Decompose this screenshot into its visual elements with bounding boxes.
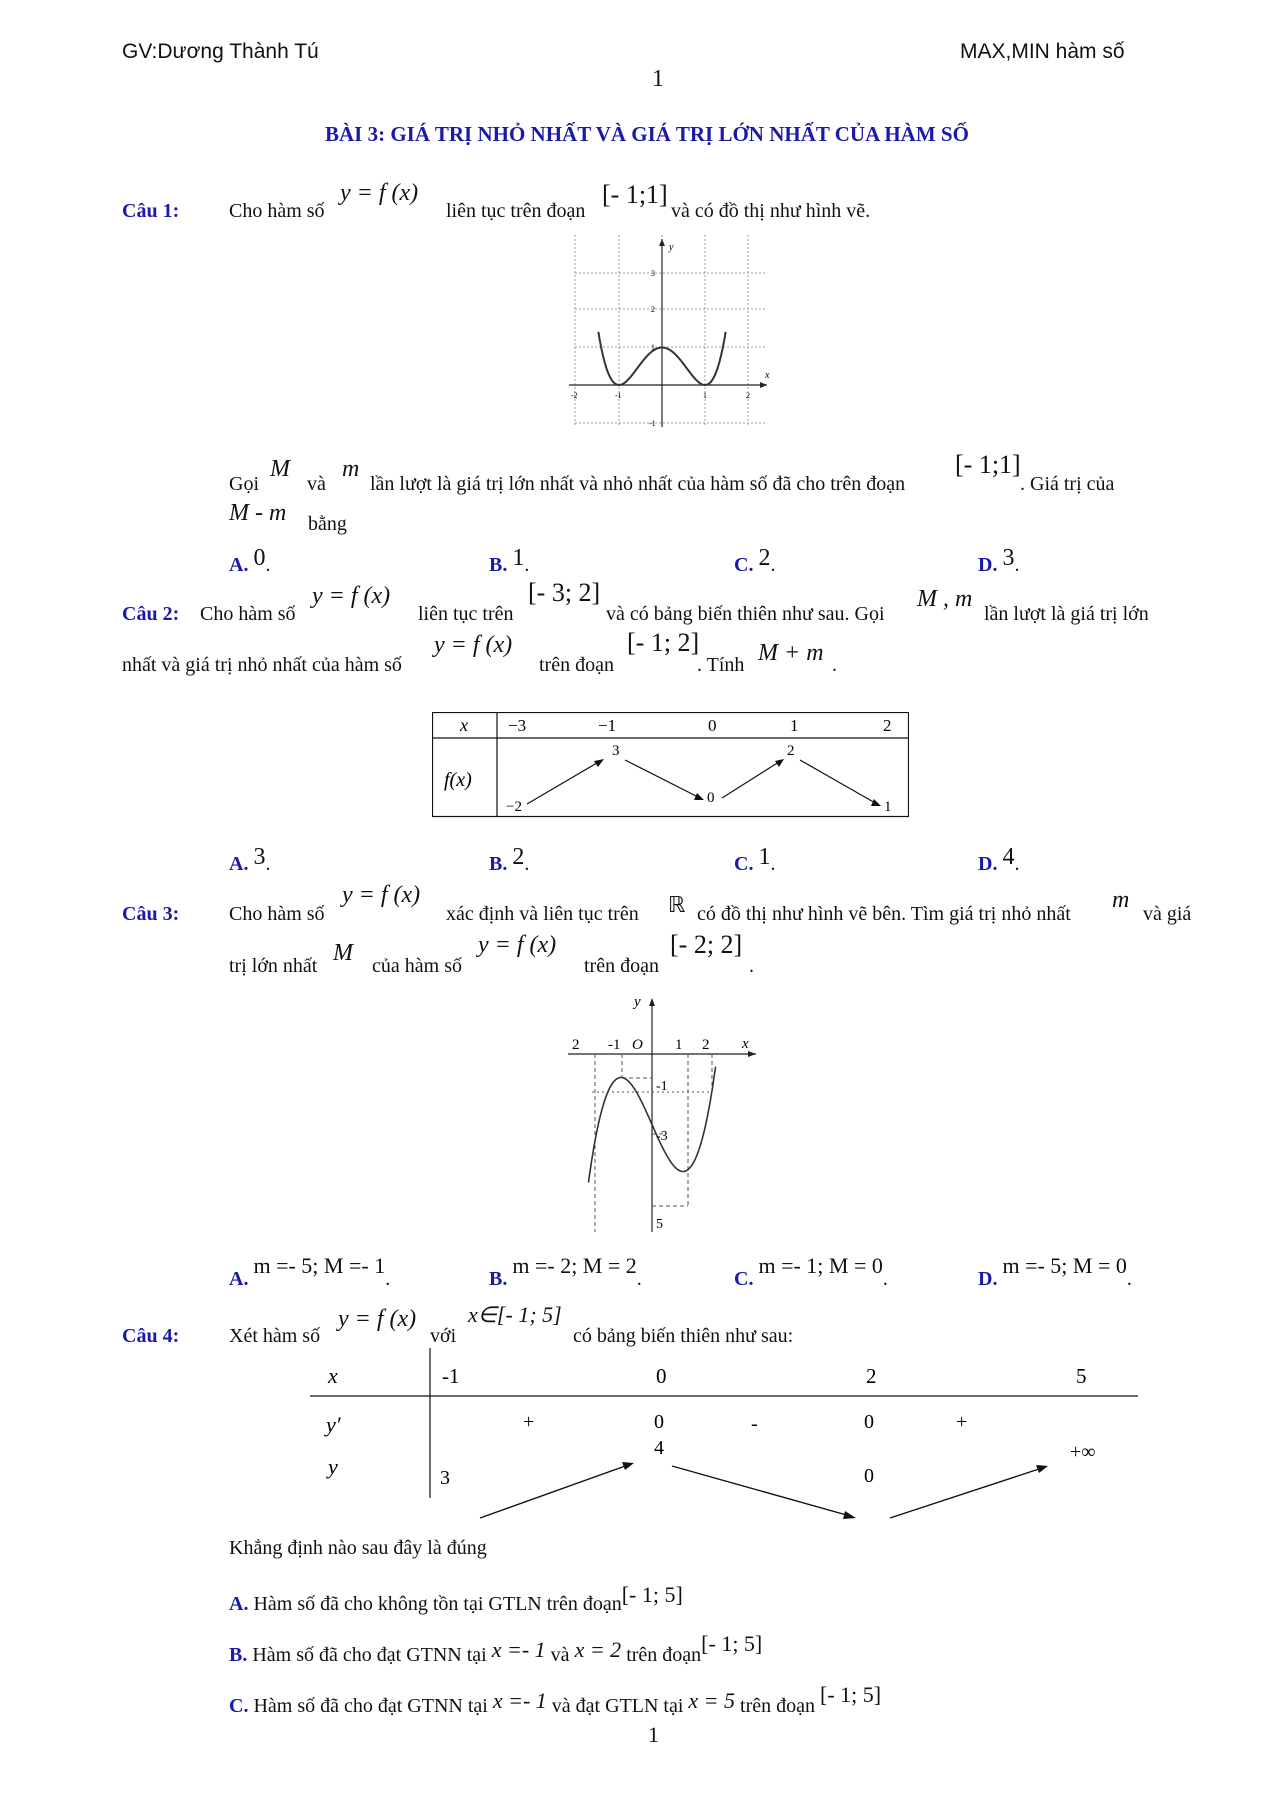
option-a[interactable]: A. Hàm số đã cho không tồn tại GTLN trên đoạn[- 1; 5]	[229, 1582, 683, 1615]
function-expression: y = f (x)	[338, 1306, 417, 1332]
answer-c[interactable]: C. 1.	[734, 844, 776, 875]
x-axis-label: x	[742, 1036, 749, 1052]
y-prime-zero: 0	[654, 1411, 664, 1433]
f-value: 1	[884, 799, 892, 815]
q2-variation-table	[432, 712, 909, 818]
y-value: 4	[654, 1437, 664, 1459]
x-tick-label: 2	[572, 1037, 580, 1053]
f-label: f(x)	[444, 769, 472, 791]
math-expression: M + m	[758, 640, 824, 666]
header-page-number: 1	[652, 66, 664, 92]
x-tick-label: 1	[703, 391, 707, 400]
function-expression: y = f (x)	[342, 882, 421, 908]
y-tick-label: 3	[651, 269, 655, 278]
answer-a[interactable]: A. 0.	[229, 545, 271, 576]
math-symbol: M , m	[917, 586, 973, 612]
answer-c[interactable]: C. 2.	[734, 545, 776, 576]
x-value: 1	[790, 716, 799, 735]
answer-c[interactable]: C. m =- 1; M = 0.	[734, 1253, 888, 1290]
x-value: 0	[708, 716, 717, 735]
y-value: 3	[440, 1467, 450, 1489]
y-prime-zero: 0	[864, 1411, 874, 1433]
x-value: 5	[1076, 1364, 1087, 1388]
text: trên đoạn	[584, 955, 659, 977]
answer-b[interactable]: B. m =- 2; M = 2.	[489, 1253, 642, 1290]
x-value: 2	[866, 1364, 877, 1388]
math-symbol: M	[333, 940, 353, 966]
text: Gọi	[229, 473, 259, 495]
interval: [- 1; 2]	[627, 628, 700, 657]
domain-condition: x∈[- 1; 5]	[468, 1302, 562, 1327]
function-expression: y = f (x)	[478, 932, 557, 958]
x-value: -1	[442, 1364, 460, 1388]
x-axis-label: x	[765, 370, 770, 381]
f-value: 0	[707, 790, 715, 806]
text: . Giá trị của	[1020, 473, 1115, 495]
function-expression: y = f (x)	[312, 583, 391, 609]
x-label: x	[460, 715, 468, 735]
question-prompt: Khẳng định nào sau đây là đúng	[229, 1537, 487, 1559]
answer-b[interactable]: B. 2.	[489, 844, 530, 875]
math-symbol: M	[270, 456, 290, 482]
y-prime-sign: +	[523, 1411, 535, 1433]
origin-label: O	[632, 1037, 643, 1053]
option-c[interactable]: C. Hàm số đã cho đạt GTNN tại x =- 1 và đạt GTLN tại x = 5 trên đoạn [- 1; 5]	[229, 1682, 882, 1717]
text: lần lượt là giá trị lớn nhất và nhỏ nhất của hàm số đã cho trên đoạn	[370, 473, 906, 495]
y-axis-label: y	[669, 242, 674, 253]
q1-function-graph	[565, 235, 775, 430]
header-author: GV:Dương Thành Tú	[122, 40, 319, 63]
math-symbol: m	[342, 456, 360, 482]
interval: [- 1;1]	[602, 180, 668, 209]
interval: [- 3; 2]	[528, 578, 601, 607]
real-numbers-symbol: ℝ	[668, 893, 686, 918]
text: của hàm số	[372, 955, 462, 977]
y-label: y	[328, 1454, 338, 1479]
x-value: 2	[883, 716, 892, 735]
math-expression: M - m	[229, 500, 287, 526]
x-value: 0	[656, 1364, 667, 1388]
x-tick-label: -1	[608, 1037, 621, 1053]
text: .	[749, 955, 754, 977]
answer-d[interactable]: D. m =- 5; M = 0.	[978, 1253, 1132, 1290]
x-value: −1	[598, 716, 617, 735]
text: Cho hàm số	[200, 603, 296, 625]
function-expression: y = f (x)	[340, 180, 419, 206]
text: nhất và giá trị nhỏ nhất của hàm số	[122, 654, 402, 676]
text: và	[307, 473, 326, 495]
text: .	[832, 654, 837, 676]
f-value: 2	[787, 743, 795, 759]
text: liên tục trên đoạn	[446, 200, 586, 222]
y-prime-label: y′	[326, 1412, 341, 1437]
interval: [- 2; 2]	[670, 930, 743, 959]
text: với	[430, 1325, 457, 1347]
text: và có bảng biến thiên như sau. Gọi	[606, 603, 885, 625]
x-tick-label: 2	[702, 1037, 710, 1053]
question-label: Câu 2:	[122, 603, 180, 625]
y-tick-label: -1	[649, 419, 656, 428]
answer-b[interactable]: B. 1.	[489, 545, 530, 576]
text: và giá	[1143, 903, 1192, 925]
y-tick-label: -1	[656, 1079, 668, 1094]
interval: [- 1;1]	[955, 450, 1021, 479]
x-tick-label: -1	[615, 391, 622, 400]
text: Cho hàm số	[229, 200, 325, 222]
text: lần lượt là giá trị lớn	[984, 603, 1149, 625]
option-b[interactable]: B. Hàm số đã cho đạt GTNN tại x =- 1 và x = 2 trên đoạn[- 1; 5]	[229, 1631, 763, 1666]
text: trị lớn nhất	[229, 955, 318, 977]
text: xác định và liên tục trên	[446, 903, 639, 925]
y-prime-sign: -	[751, 1413, 758, 1435]
y-value: +∞	[1070, 1441, 1096, 1463]
y-tick-label: 2	[651, 305, 655, 314]
text: . Tính	[697, 654, 745, 676]
text: có đồ thị như hình vẽ bên. Tìm giá trị nhỏ nhất	[697, 903, 1071, 925]
text: bằng	[308, 513, 347, 535]
f-value: −2	[506, 799, 522, 815]
question-label: Câu 1:	[122, 200, 180, 222]
x-label: x	[328, 1363, 338, 1388]
text: Cho hàm số	[229, 903, 325, 925]
y-tick-label: 1	[651, 343, 655, 352]
footer-page-number: 1	[648, 1722, 659, 1747]
math-symbol: m	[1112, 887, 1130, 913]
q3-function-graph	[560, 992, 760, 1237]
answer-a[interactable]: A. m =- 5; M =- 1.	[229, 1253, 391, 1290]
y-value: 0	[864, 1465, 874, 1487]
header-topic: MAX,MIN hàm số	[960, 40, 1125, 63]
x-tick-label: 2	[746, 391, 750, 400]
x-value: −3	[508, 716, 527, 735]
x-tick-label: 1	[675, 1037, 683, 1053]
answer-d[interactable]: D. 4.	[978, 844, 1020, 875]
y-axis-label: y	[634, 994, 641, 1010]
f-value: 3	[612, 743, 620, 759]
text: liên tục trên	[418, 603, 514, 625]
q4-variation-table	[310, 1348, 1140, 1533]
x-tick-label: -2	[571, 391, 578, 400]
question-label: Câu 3:	[122, 903, 180, 925]
text: trên đoạn	[539, 654, 614, 676]
text: Xét hàm số	[229, 1325, 321, 1347]
answer-a[interactable]: A. 3.	[229, 844, 271, 875]
y-tick-label: -3	[656, 1129, 668, 1144]
text: có bảng biến thiên như sau:	[573, 1325, 794, 1347]
y-tick-label: 5	[656, 1217, 663, 1232]
answer-d[interactable]: D. 3.	[978, 545, 1020, 576]
y-prime-sign: +	[956, 1411, 968, 1433]
function-expression: y = f (x)	[434, 632, 513, 658]
text: và có đồ thị như hình vẽ.	[671, 200, 871, 222]
lesson-title: BÀI 3: GIÁ TRỊ NHỎ NHẤT VÀ GIÁ TRỊ LỚN NHẤT CỦA HÀM SỐ	[325, 122, 969, 146]
question-label: Câu 4:	[122, 1325, 180, 1347]
